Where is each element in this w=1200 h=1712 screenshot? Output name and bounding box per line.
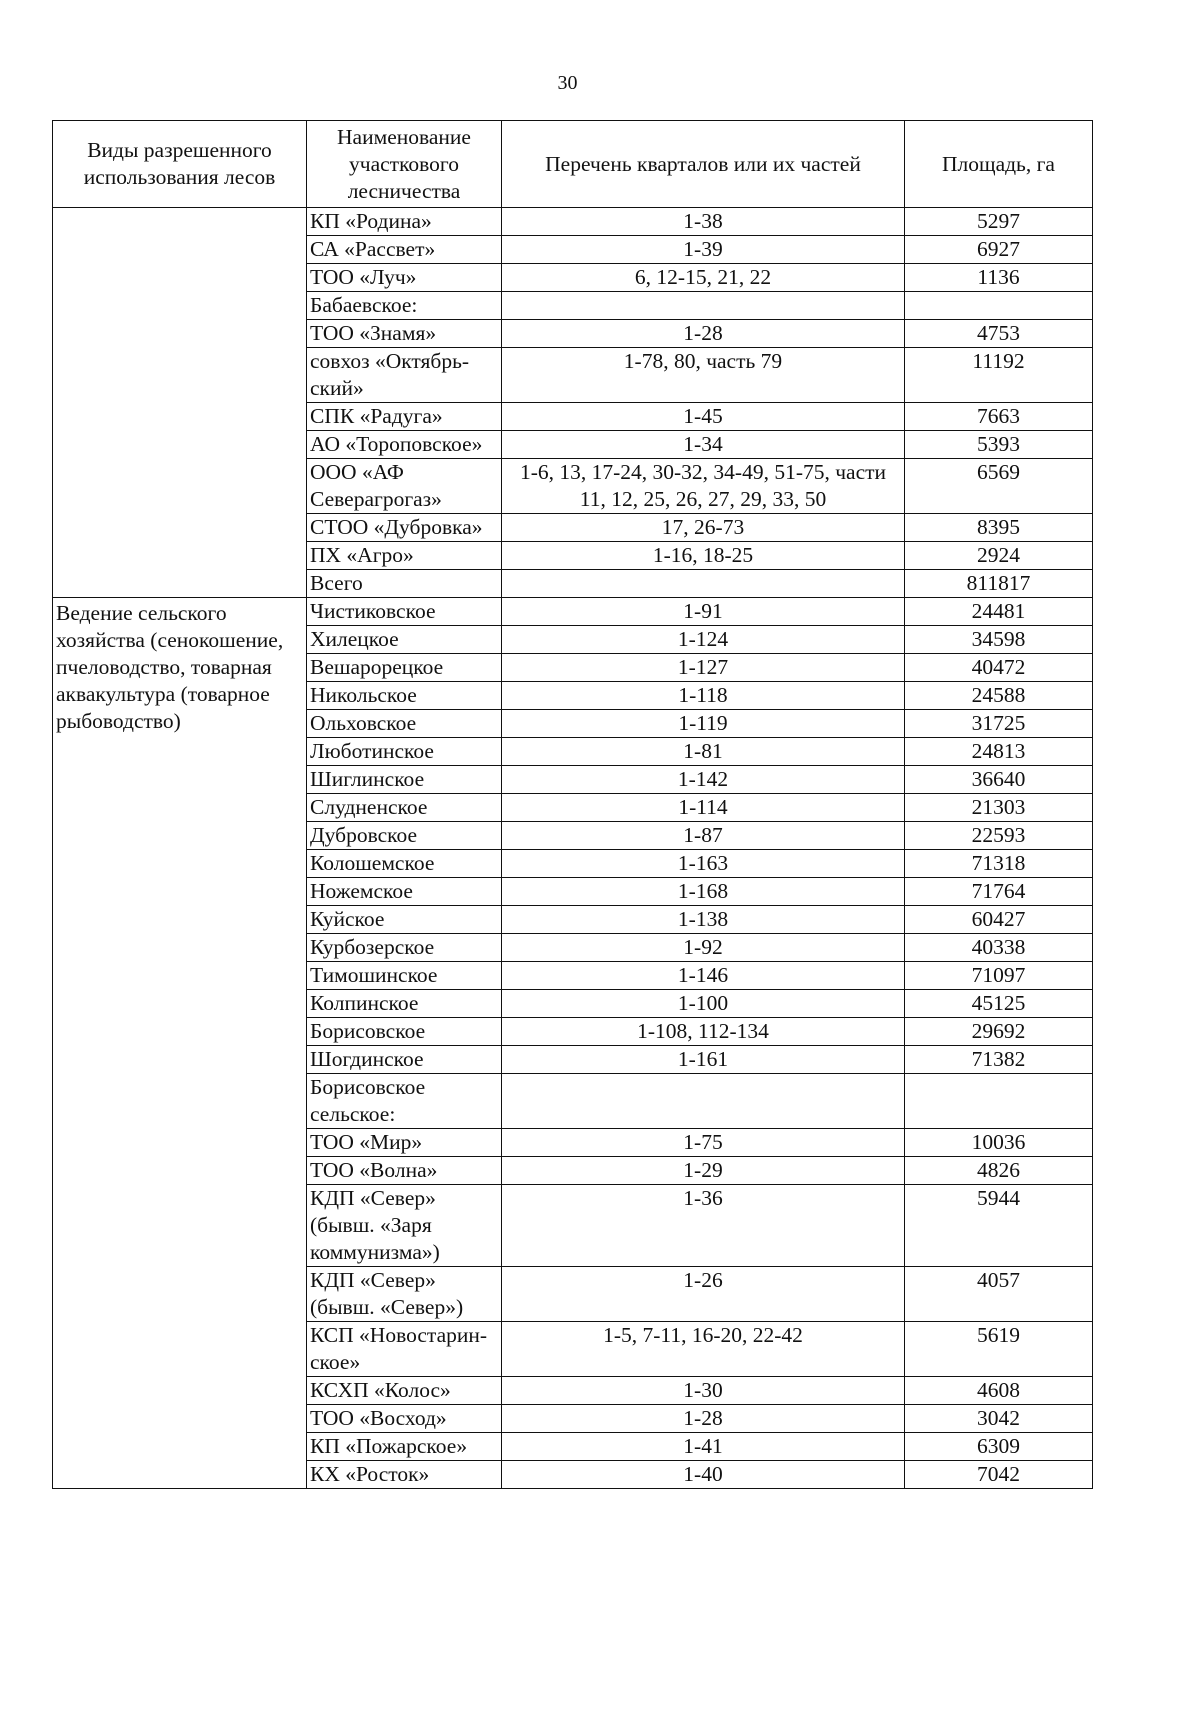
quarters-cell: 1-146 [502,962,905,990]
area-cell: 40472 [905,654,1093,682]
area-cell: 5393 [905,431,1093,459]
quarters-cell: 1-114 [502,794,905,822]
quarters-cell: 1-91 [502,598,905,626]
area-cell: 4057 [905,1267,1093,1322]
quarters-cell: 17, 26-73 [502,514,905,542]
area-cell: 24813 [905,738,1093,766]
quarters-cell: 1-163 [502,850,905,878]
quarters-cell: 1-36 [502,1185,905,1267]
area-cell: 5619 [905,1322,1093,1377]
header-forestry-name: Наименование участкового лесничества [307,121,502,208]
area-cell: 6309 [905,1433,1093,1461]
forestry-name-cell: Чистиковское [307,598,502,626]
forestry-name-cell: Курбозерское [307,934,502,962]
forestry-name-cell: КП «Родина» [307,208,502,236]
forestry-name-cell: КСХП «Колос» [307,1377,502,1405]
forestry-name-cell: совхоз «Октябрь-ский» [307,348,502,403]
quarters-cell: 1-108, 112-134 [502,1018,905,1046]
quarters-cell: 1-38 [502,208,905,236]
forestry-name-cell: Тимошинское [307,962,502,990]
use-type-cell [53,208,307,598]
quarters-cell: 1-28 [502,320,905,348]
area-cell: 40338 [905,934,1093,962]
area-cell: 10036 [905,1129,1093,1157]
forestry-name-cell: ТОО «Луч» [307,264,502,292]
forestry-name-cell: Слудненское [307,794,502,822]
quarters-cell: 1-78, 80, часть 79 [502,348,905,403]
area-cell: 31725 [905,710,1093,738]
area-cell: 7663 [905,403,1093,431]
area-cell: 71318 [905,850,1093,878]
area-cell: 71097 [905,962,1093,990]
area-cell: 4826 [905,1157,1093,1185]
area-cell: 6927 [905,236,1093,264]
area-cell: 36640 [905,766,1093,794]
area-cell: 4608 [905,1377,1093,1405]
quarters-cell: 1-28 [502,1405,905,1433]
area-cell: 1136 [905,264,1093,292]
quarters-cell: 1-100 [502,990,905,1018]
header-use-type: Виды разрешенного использования лесов [53,121,307,208]
quarters-cell: 1-138 [502,906,905,934]
area-cell: 5944 [905,1185,1093,1267]
quarters-cell: 1-40 [502,1461,905,1489]
forestry-name-cell: Всего [307,570,502,598]
table-row [53,598,1093,626]
table-header-row [53,121,1093,208]
area-cell: 6569 [905,459,1093,514]
area-cell [905,292,1093,320]
forestry-name-cell: Шогдинское [307,1046,502,1074]
quarters-cell: 1-81 [502,738,905,766]
area-cell: 2924 [905,542,1093,570]
area-cell: 45125 [905,990,1093,1018]
area-cell: 71382 [905,1046,1093,1074]
forestry-name-cell: Никольское [307,682,502,710]
forestry-name-cell: Колпинское [307,990,502,1018]
quarters-cell: 1-124 [502,626,905,654]
forestry-name-cell: ТОО «Восход» [307,1405,502,1433]
quarters-cell: 1-142 [502,766,905,794]
area-cell: 5297 [905,208,1093,236]
quarters-cell [502,292,905,320]
quarters-cell: 1-34 [502,431,905,459]
forestry-name-cell: Борисовское [307,1018,502,1046]
forestry-name-cell: КХ «Росток» [307,1461,502,1489]
forestry-name-cell: СТОО «Дубровка» [307,514,502,542]
header-area: Площадь, га [905,121,1093,208]
quarters-cell: 1-5, 7-11, 16-20, 22-42 [502,1322,905,1377]
forestry-name-cell: КП «Пожарское» [307,1433,502,1461]
forestry-name-cell: Ножемское [307,878,502,906]
area-cell: 24481 [905,598,1093,626]
forestry-name-cell: ООО «АФ Северагрогаз» [307,459,502,514]
forestry-name-cell: Ольховское [307,710,502,738]
use-type-cell: Ведение сельского хозяйства (сенокошение, пчеловодство, товарная аквакультура (товарное рыбоводство) [53,598,307,1489]
area-cell: 811817 [905,570,1093,598]
area-cell: 29692 [905,1018,1093,1046]
forestry-name-cell: СПК «Радуга» [307,403,502,431]
forestry-name-cell: Борисовское сельское: [307,1074,502,1129]
page-number: 30 [557,72,578,94]
table-header [53,121,1093,208]
quarters-cell: 1-92 [502,934,905,962]
forestry-name-cell: КСП «Новостарин-ское» [307,1322,502,1377]
area-cell: 4753 [905,320,1093,348]
quarters-cell: 1-29 [502,1157,905,1185]
quarters-cell: 6, 12-15, 21, 22 [502,264,905,292]
quarters-cell: 1-30 [502,1377,905,1405]
forestry-name-cell: СА «Рассвет» [307,236,502,264]
area-cell: 7042 [905,1461,1093,1489]
forestry-name-cell: АО «Тороповское» [307,431,502,459]
quarters-cell: 1-6, 13, 17-24, 30-32, 34-49, 51-75, части 11, 12, 25, 26, 27, 29, 33, 50 [502,459,905,514]
quarters-cell: 1-26 [502,1267,905,1322]
area-cell: 3042 [905,1405,1093,1433]
quarters-cell: 1-127 [502,654,905,682]
quarters-cell: 1-87 [502,822,905,850]
quarters-cell: 1-118 [502,682,905,710]
forestry-name-cell: Вешарорецкое [307,654,502,682]
forestry-name-cell: Хилецкое [307,626,502,654]
area-cell: 8395 [905,514,1093,542]
quarters-cell: 1-75 [502,1129,905,1157]
quarters-cell: 1-161 [502,1046,905,1074]
quarters-cell [502,570,905,598]
quarters-cell [502,1074,905,1129]
area-cell: 60427 [905,906,1093,934]
quarters-cell: 1-41 [502,1433,905,1461]
forestry-name-cell: Люботинское [307,738,502,766]
table-body [53,208,1093,1489]
area-cell: 71764 [905,878,1093,906]
table-row [53,208,1093,236]
forestry-name-cell: ТОО «Мир» [307,1129,502,1157]
forestry-name-cell: ТОО «Знамя» [307,320,502,348]
forestry-name-cell: КДП «Север» (бывш. «Север») [307,1267,502,1322]
header-quarters: Перечень кварталов или их частей [502,121,905,208]
quarters-cell: 1-168 [502,878,905,906]
area-cell: 22593 [905,822,1093,850]
forestry-name-cell: Куйское [307,906,502,934]
forestry-name-cell: Колошемское [307,850,502,878]
quarters-cell: 1-16, 18-25 [502,542,905,570]
forestry-name-cell: КДП «Север» (бывш. «Заря коммунизма») [307,1185,502,1267]
forestry-name-cell: Шиглинское [307,766,502,794]
quarters-cell: 1-39 [502,236,905,264]
quarters-cell: 1-119 [502,710,905,738]
forestry-name-cell: Бабаевское: [307,292,502,320]
quarters-cell: 1-45 [502,403,905,431]
area-cell [905,1074,1093,1129]
forestry-name-cell: ПХ «Агро» [307,542,502,570]
area-cell: 11192 [905,348,1093,403]
area-cell: 21303 [905,794,1093,822]
area-cell: 24588 [905,682,1093,710]
area-cell: 34598 [905,626,1093,654]
forest-use-table [52,120,1093,1489]
forestry-name-cell: ТОО «Волна» [307,1157,502,1185]
forestry-name-cell: Дубровское [307,822,502,850]
